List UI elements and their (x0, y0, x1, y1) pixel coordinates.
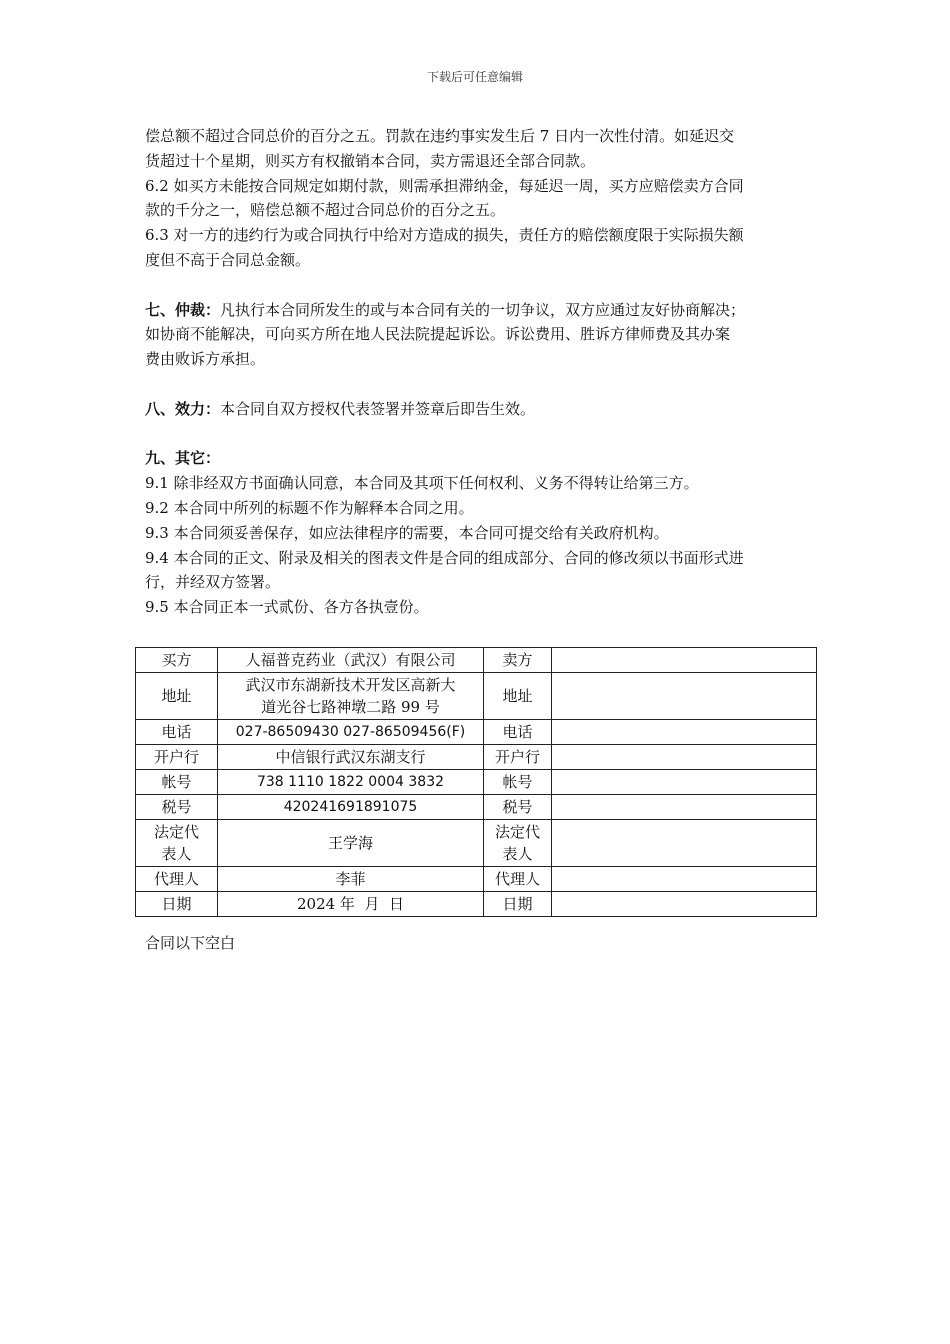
tax-id-label: 税号 (136, 795, 218, 820)
seller-legal-rep-value (552, 820, 817, 867)
account-label: 帐号 (136, 770, 218, 795)
clause-9-5: 9.5 本合同正本一式贰份、各方各执壹份。 (145, 598, 429, 617)
seller-legal-rep-label: 法定代 表人 (484, 820, 552, 867)
seller-date-value (552, 892, 817, 917)
table-row (136, 720, 817, 745)
page-header-note: 下载后可任意编辑 (426, 70, 523, 84)
section-7-line: 七、仲裁：凡执行本合同所发生的或与本合同有关的一切争议，双方应通过友好协商解决； (145, 300, 746, 319)
seller-value (552, 648, 817, 673)
clause-9-4-line: 行，并经双方签署。 (145, 573, 281, 592)
seller-address-value (552, 673, 817, 720)
clause-6-2-line: 6.2 如买方未能按合同规定如期付款，则需承担滞纳金，每延迟一周，买方应赔偿卖方合同 (145, 176, 744, 195)
section-8-line: 八、效力：本合同自双方授权代表签署并签章后即告生效。 (145, 399, 536, 418)
date-label: 日期 (136, 892, 218, 917)
table-row (136, 820, 817, 867)
seller-label: 卖方 (484, 648, 552, 673)
seller-bank-label: 开户行 (484, 745, 552, 770)
seller-phone-value (552, 720, 817, 745)
clause-9-4-line: 9.4 本合同的正文、附录及相关的图表文件是合同的组成部分、合同的修改须以书面形式进 (145, 548, 744, 567)
table-row (136, 867, 817, 892)
section-7-line: 费由败诉方承担。 (145, 350, 266, 369)
clause-6-2-line: 款的千分之一，赔偿总额不超过合同总价的百分之五。 (145, 201, 506, 220)
legal-rep-value: 王学海 (218, 820, 484, 867)
clause-9-3: 9.3 本合同须妥善保存，如应法律程序的需要，本合同可提交给有关政府机构。 (145, 523, 669, 542)
contract-body (145, 124, 813, 620)
table-row (136, 892, 817, 917)
clause-9-2: 9.2 本合同中所列的标题不作为解释本合同之用。 (145, 498, 474, 517)
account-value: 738 1110 1822 0004 3832 (218, 770, 484, 795)
seller-account-value (552, 770, 817, 795)
seller-tax-id-value (552, 795, 817, 820)
phone-label: 电话 (136, 720, 218, 745)
paragraph-line: 货超过十个星期，则买方有权撤销本合同，卖方需退还全部合同款。 (145, 151, 596, 170)
bank-value: 中信银行武汉东湖支行 (218, 745, 484, 770)
blank-below-note: 合同以下空白 (145, 934, 236, 952)
paragraph-line: 偿总额不超过合同总价的百分之五。罚款在违约事实发生后 7 日内一次性付清。如延迟交 (145, 127, 735, 145)
clause-6-3-line: 度但不高于合同总金额。 (145, 250, 311, 269)
agent-value: 李菲 (218, 867, 484, 892)
buyer-value: 人福普克药业（武汉）有限公司 (218, 648, 484, 673)
address-value: 武汉市东湖新技术开发区高新大 道光谷七路神墩二路 99 号 (218, 673, 484, 720)
seller-account-label: 帐号 (484, 770, 552, 795)
tax-id-value: 420241691891075 (218, 795, 484, 820)
seller-agent-value (552, 867, 817, 892)
buyer-label: 买方 (136, 648, 218, 673)
section-8-title: 八、效力： (145, 399, 221, 418)
section-7-line: 如协商不能解决，可向买方所在地人民法院提起诉讼。诉讼费用、胜诉方律师费及其办案 (145, 325, 731, 344)
party-info-table (135, 647, 817, 917)
seller-phone-label: 电话 (484, 720, 552, 745)
table-row (136, 770, 817, 795)
seller-date-label: 日期 (484, 892, 552, 917)
seller-agent-label: 代理人 (484, 867, 552, 892)
table-row (136, 745, 817, 770)
agent-label: 代理人 (136, 867, 218, 892)
table-row (136, 648, 817, 673)
address-label: 地址 (136, 673, 218, 720)
clause-9-1: 9.1 除非经双方书面确认同意，本合同及其项下任何权利、义务不得转让给第三方。 (145, 474, 699, 493)
seller-address-label: 地址 (484, 673, 552, 720)
legal-rep-label: 法定代 表人 (136, 820, 218, 867)
phone-value: 027-86509430 027-86509456(F) (218, 720, 484, 745)
clause-6-3-line: 6.3 对一方的违约行为或合同执行中给对方造成的损失，责任方的赔偿额度限于实际损失额 (145, 226, 744, 245)
seller-tax-id-label: 税号 (484, 795, 552, 820)
seller-bank-value (552, 745, 817, 770)
section-9-title: 九、其它： (145, 449, 221, 468)
bank-label: 开户行 (136, 745, 218, 770)
table-row (136, 795, 817, 820)
table-row (136, 673, 817, 720)
section-7-title: 七、仲裁： (145, 300, 221, 319)
date-value: 2024 年 月 日 (218, 892, 484, 917)
